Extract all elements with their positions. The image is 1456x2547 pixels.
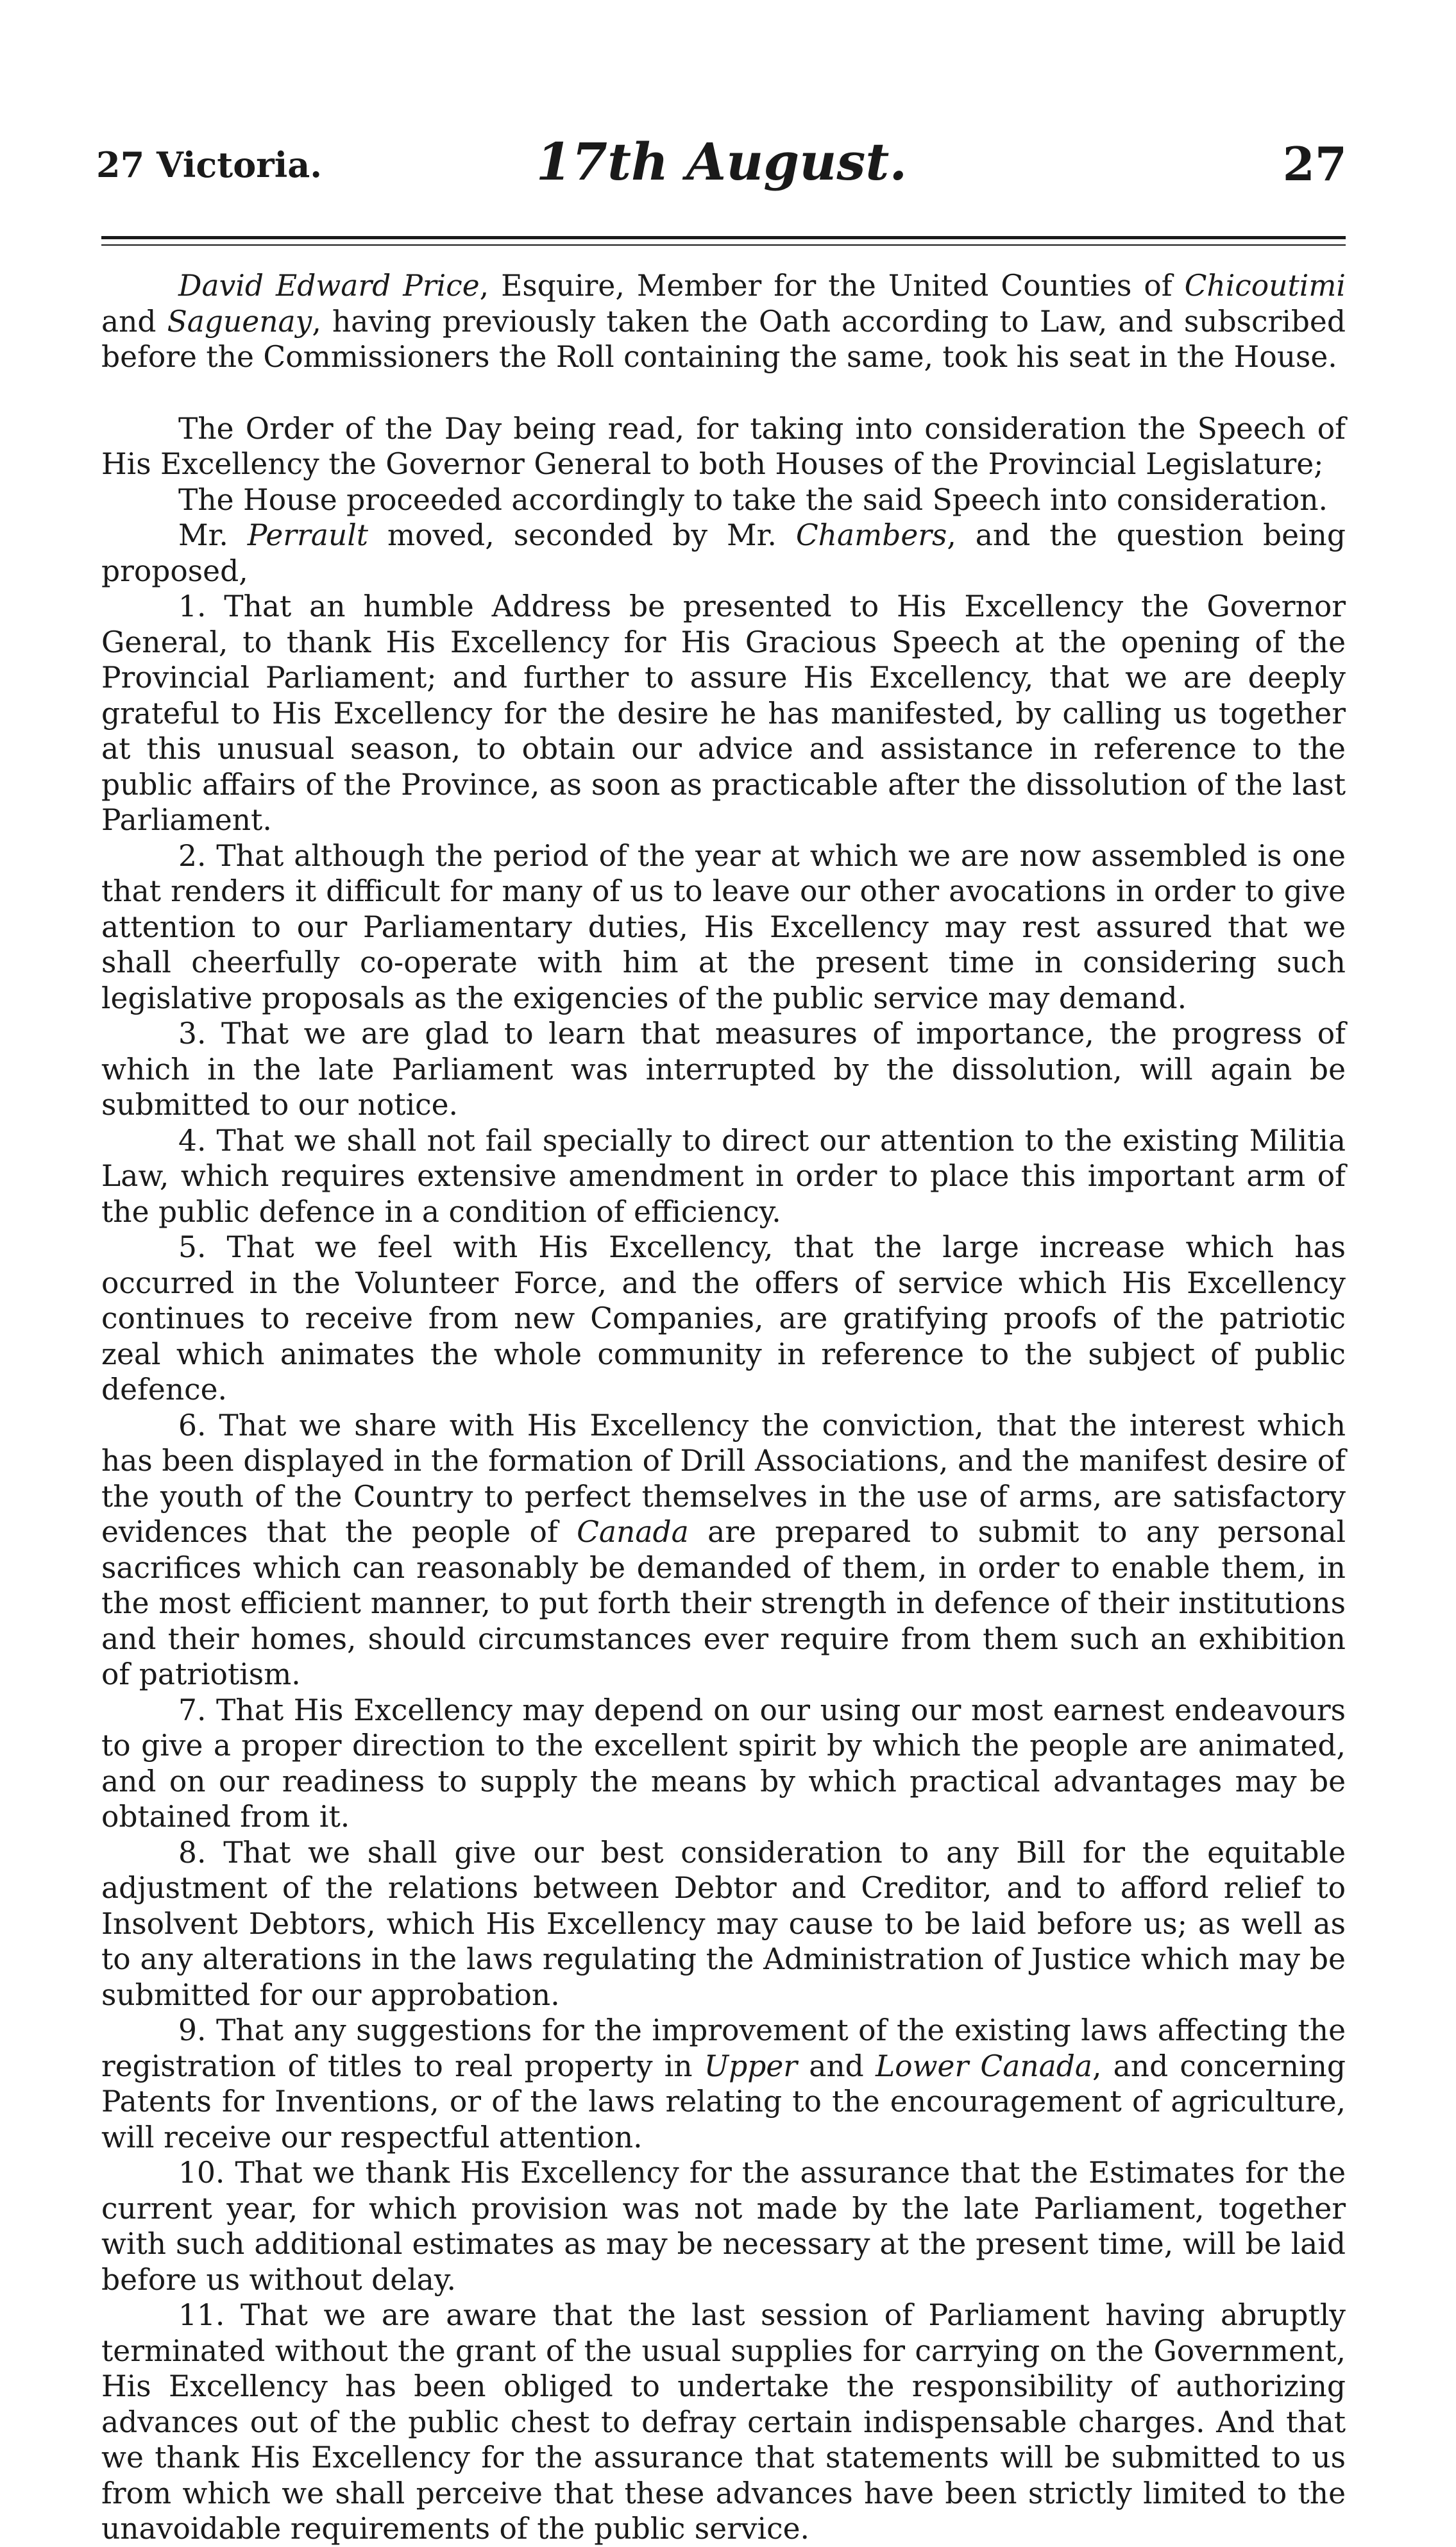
resolution-10: 10. That we thank His Excellency for the assurance that the Estimates for the current year, for which provision was not made by the late Parliament, together with such additional estimates as may be necessary at the present time, will be laid before us without delay. [101,2156,1346,2297]
place-chicoutimi: Chicoutimi [1184,269,1346,303]
place-canada: Canada [577,1515,689,1549]
resolution-11: 11. That we are aware that the last session of Parliament having abruptly terminated without the grant of the usual supplies for carrying on the Government, His Excellency has been obliged to undertake the responsibility of authorizing advances out of the public chest to defray certain indispensable charges. And that we thank His Excellency for the assurance that statements will be submitted to us from which we shall perceive that these advances have been strictly limited to the unavoidable requirements of the public service. [101,2298,1346,2546]
header-rule-thin [101,244,1346,246]
header-rule-thick [101,236,1346,239]
place-lower-canada: Lower Canada [875,2049,1092,2083]
proceeded-paragraph: The House proceeded accordingly to take the said Speech into consideration. [178,482,1328,517]
resolution-9: 9. That any suggestions for the improvement of the existing laws affecting the registration of titles to real property in Upper and Lower Canada, and concerning Patents for Inventions, or of the laws relating to the encouragement of agriculture, will receive our respectful attention. [101,2013,1346,2154]
resolution-3: 3. That we are glad to learn that measures of importance, the progress of which in the late Parliament was interrupted by the dissolution, will again be submitted to our notice. [101,1017,1346,1122]
seconder-name: Chambers [795,518,947,552]
place-saguenay: Saguenay [167,304,312,339]
resolution-2: 2. That although the period of the year at which we are now assembled is one that renders it difficult for many of us to leave our other avocations in order to give attention to our Parliamentary duties, His Excellency may rest assured that we shall cheerfully co-operate with him at the present time in considering such legislative proposals as the exigencies of the public service may demand. [101,838,1346,1015]
header-regnal-year: 27 Victoria. [96,144,323,185]
order-of-day-paragraph: The Order of the Day being read, for taking into consideration the Speech of His Excellency the Governor General to both Houses of the Provincial Legislature; [101,411,1346,481]
resolution-8: 8. That we shall give our best consideration to any Bill for the equitable adjustment of the relations between Debtor and Creditor, and to afford relief to Insolvent Debtors, which His Excellency may cause to be laid before us; as well as to any alterations in the laws regulating the Administration of Justice which may be submitted for our approbation. [101,1835,1346,2012]
motion-paragraph: Mr. Perrault moved, seconded by Mr. Chambers, and the question being proposed, [101,518,1346,588]
resolution-4: 4. That we shall not fail specially to direct our attention to the existing Militia Law, which requires extensive amendment in order to place this important arm of the public defence in a condition of efficiency. [101,1123,1346,1229]
intro-paragraph: David Edward Price, Esquire, Member for the United Counties of Chicoutimi and Saguenay, having previously taken the Oath according to Law, and subscribed before the Commissioners the Roll containing the same, took his seat in the House. [101,269,1346,374]
member-name: David Edward Price [178,269,480,303]
place-upper: Upper [704,2049,798,2083]
resolution-7: 7. That His Excellency may depend on our using our most earnest endeavours to give a proper direction to the excellent spirit by which the people are animated, and on our readiness to supply the means by which practical advantages may be obtained from it. [101,1693,1346,1834]
header-date: 17th August. [536,131,908,192]
resolution-1: 1. That an humble Address be presented to His Excellency the Governor General, to thank His Excellency for His Gracious Speech at the opening of the Provincial Parliament; and further to assure His Excellency, that we are deeply grateful to His Excellency for the desire he has manifested, by calling us together at this unusual season, to obtain our advice and assistance in reference to the public affairs of the Province, as soon as practicable after the dissolution of the last Parliament. [101,589,1346,837]
page-number: 27 [1282,137,1347,191]
page-header [96,131,1347,202]
resolution-6: 6. That we share with His Excellency the conviction, that the interest which has been displayed in the formation of Drill Associations, and the manifest desire of the youth of the Country to perfect themselves in the use of arms, are satisfactory evidences that the people of Canada are prepared to submit to any personal sacrifices which can reasonably be demanded of them, in order to enable them, in the most efficient manner, to put forth their strength in defence of their institutions and their homes, should circumstances ever require from them such an exhibition of patriotism. [101,1408,1346,1691]
mover-name: Perrault [247,518,369,552]
paragraph-gap [101,375,1346,411]
page-body [101,268,1346,2547]
resolution-5: 5. That we feel with His Excellency, that the large increase which has occurred in the Volunteer Force, and the offers of service which His Excellency continues to receive from new Companies, are gratifying proofs of the patriotic zeal which animates the whole community in reference to the subject of public defence. [101,1230,1346,1407]
